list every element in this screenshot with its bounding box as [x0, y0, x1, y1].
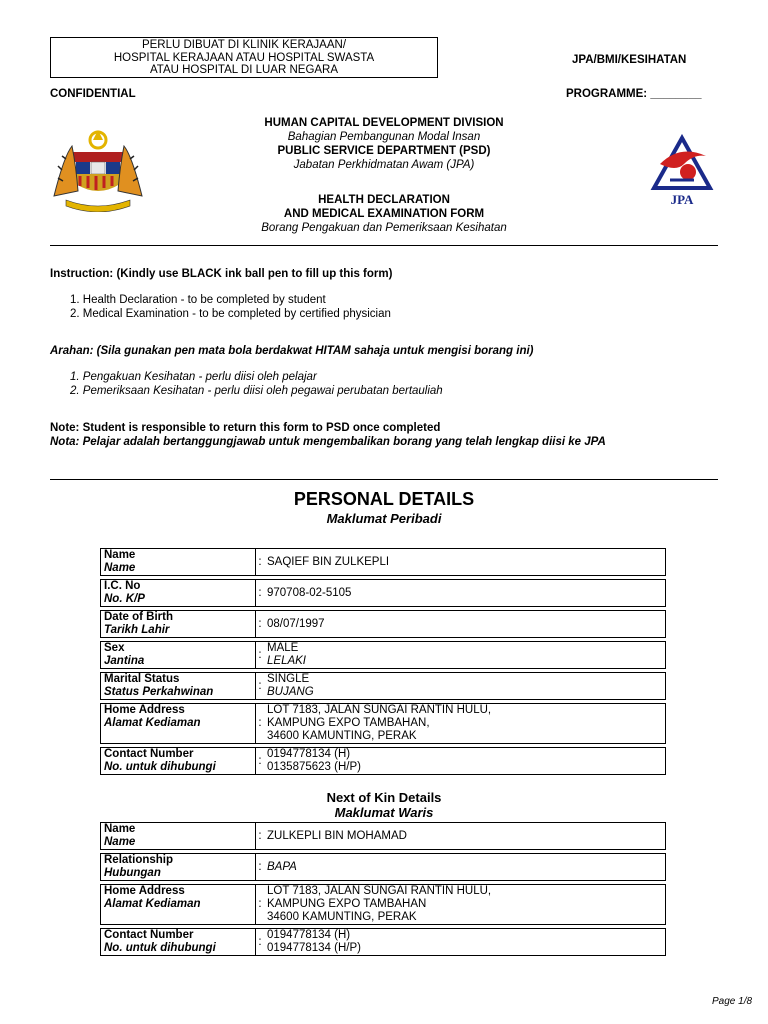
contact-number-value: 0194778134 (H) 0135875623 (H/P)	[264, 747, 666, 775]
next-of-kin-title-malay: Maklumat Waris	[334, 805, 434, 820]
table-row	[100, 884, 666, 925]
table-row	[100, 672, 666, 700]
instruction-item-2: 2. Medical Examination - to be completed by certified physician	[70, 308, 391, 320]
table-row	[100, 928, 666, 956]
colon-separator: :	[255, 747, 264, 775]
clinic-requirement-box	[50, 37, 438, 78]
jpa-logo-text: JPA	[670, 192, 694, 207]
instruction-item-1: 1. Health Declaration - to be completed by student	[70, 294, 326, 306]
table-row	[100, 548, 666, 576]
field-label: Contact Number No. untuk dihubungi	[100, 747, 255, 775]
table-row	[100, 641, 666, 669]
form-title-line1: HEALTH DECLARATION	[318, 194, 450, 206]
personal-details-table	[100, 545, 666, 778]
colon-separator: :	[255, 610, 264, 638]
note-text: Note: Student is responsible to return this form to PSD once completed	[50, 422, 441, 434]
colon-separator: :	[255, 641, 264, 669]
stamp-line-3: ATAU HOSPITAL DI LUAR NEGARA	[149, 64, 339, 76]
next-of-kin-title: Next of Kin Details	[326, 790, 442, 805]
department-title-malay: Jabatan Perkhidmatan Awam (JPA)	[293, 159, 475, 171]
table-row	[100, 579, 666, 607]
kin-contact-value: 0194778134 (H) 0194778134 (H/P)	[264, 928, 666, 956]
sex-value: MALE LELAKI	[264, 641, 666, 669]
department-heading	[150, 116, 618, 172]
instruction-item-malay-2: 2. Pemeriksaan Kesihatan - perlu diisi oleh pegawai perubatan bertauliah	[70, 385, 443, 397]
field-label: Home Address Alamat Kediaman	[100, 703, 255, 744]
coat-of-arms-logo	[44, 126, 152, 212]
divider-top	[50, 245, 718, 246]
kin-address-value: LOT 7183, JALAN SUNGAI RANTIN HULU, KAMPUNG EXPO TAMBAHAN 34600 KAMUNTING, PERAK	[264, 884, 666, 925]
marital-status-value: SINGLE BUJANG	[264, 672, 666, 700]
field-label: Marital Status Status Perkahwinan	[100, 672, 255, 700]
colon-separator: :	[255, 928, 264, 956]
divider-middle	[50, 479, 718, 480]
division-title: HUMAN CAPITAL DEVELOPMENT DIVISION	[264, 117, 504, 129]
ic-number-value: 970708-02-5105	[264, 579, 666, 607]
field-label: Contact Number No. untuk dihubungi	[100, 928, 255, 956]
next-of-kin-table	[100, 819, 666, 959]
stamp-line-1: PERLU DIBUAT DI KLINIK KERAJAAN/	[141, 39, 347, 51]
field-label: Home Address Alamat Kediaman	[100, 884, 255, 925]
colon-separator: :	[255, 822, 264, 850]
kin-name-value: ZULKEPLI BIN MOHAMAD	[264, 822, 666, 850]
colon-separator: :	[255, 884, 264, 925]
page-number: Page 1/8	[712, 996, 753, 1007]
home-address-value: LOT 7183, JALAN SUNGAI RANTIN HULU, KAMPUNG EXPO TAMBAHAN, 34600 KAMUNTING, PERAK	[264, 703, 666, 744]
colon-separator: :	[255, 703, 264, 744]
table-row	[100, 703, 666, 744]
instruction-heading-malay: Arahan: (Sila gunakan pen mata bola berdakwat HITAM sahaja untuk mengisi borang ini)	[50, 345, 534, 357]
personal-details-heading	[150, 489, 618, 526]
instruction-item-malay-1: 1. Pengakuan Kesihatan - perlu diisi oleh pelajar	[70, 371, 317, 383]
field-label: Name Name	[100, 548, 255, 576]
date-of-birth-value: 08/07/1997	[264, 610, 666, 638]
colon-separator: :	[255, 853, 264, 881]
table-row	[100, 610, 666, 638]
table-row	[100, 853, 666, 881]
instruction-heading: Instruction: (Kindly use BLACK ink ball pen to fill up this form)	[50, 268, 393, 280]
division-title-malay: Bahagian Pembangunan Modal Insan	[287, 131, 481, 143]
field-label: I.C. No No. K/P	[100, 579, 255, 607]
field-label: Sex Jantina	[100, 641, 255, 669]
field-label: Date of Birth Tarikh Lahir	[100, 610, 255, 638]
colon-separator: :	[255, 548, 264, 576]
colon-separator: :	[255, 672, 264, 700]
department-title: PUBLIC SERVICE DEPARTMENT (PSD)	[277, 145, 491, 157]
personal-details-title: PERSONAL DETAILS	[293, 489, 475, 509]
field-label: Name Name	[100, 822, 255, 850]
programme-field: PROGRAMME: ________	[566, 88, 702, 100]
table-row	[100, 822, 666, 850]
field-label: Relationship Hubungan	[100, 853, 255, 881]
jpa-logo	[650, 134, 714, 208]
stamp-line-2: HOSPITAL KERAJAAN ATAU HOSPITAL SWASTA	[113, 51, 375, 64]
note-text-malay: Nota: Pelajar adalah bertanggungjawab untuk mengembalikan borang yang telah lengkap diisi ke JPA	[50, 436, 606, 448]
relationship-value: BAPA	[264, 853, 666, 881]
table-row	[100, 747, 666, 775]
form-title-line2: AND MEDICAL EXAMINATION FORM	[283, 208, 485, 220]
next-of-kin-heading	[150, 790, 618, 820]
reference-code: JPA/BMI/KESIHATAN	[572, 54, 687, 66]
form-heading	[150, 193, 618, 235]
colon-separator: :	[255, 579, 264, 607]
confidential-label: CONFIDENTIAL	[50, 88, 136, 100]
personal-details-title-malay: Maklumat Peribadi	[326, 511, 442, 526]
name-value: SAQIEF BIN ZULKEPLI	[264, 548, 666, 576]
form-title-malay: Borang Pengakuan dan Pemeriksaan Kesihatan	[261, 222, 507, 234]
